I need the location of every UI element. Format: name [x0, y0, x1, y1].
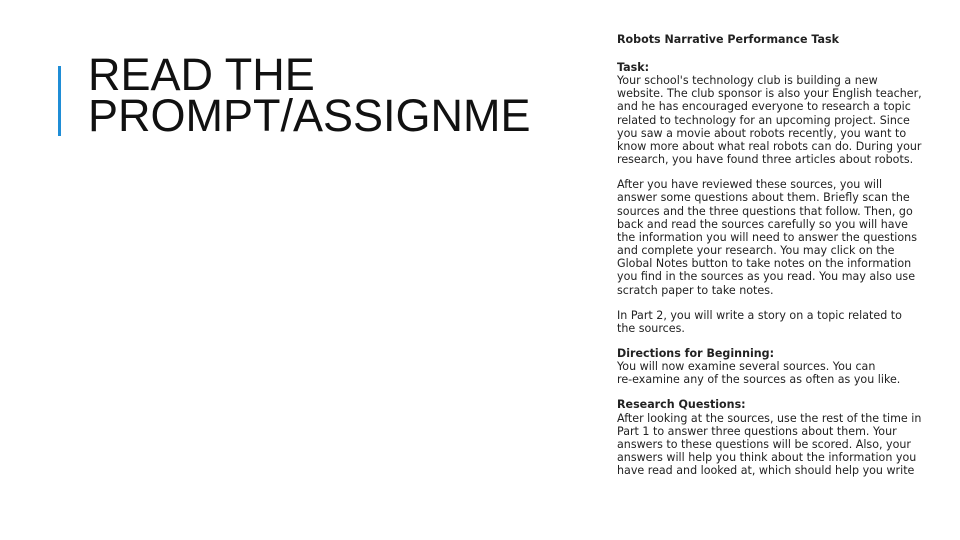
review-line: back and read the sources carefully so you will have	[617, 217, 908, 231]
part2-line: In Part 2, you will write a story on a topic related to	[617, 308, 902, 322]
task-line: and he has encouraged everyone to research a topic	[617, 100, 911, 114]
slide-title-line-2: PROMPT/ASSIGNME	[88, 90, 531, 136]
task-line: related to technology for an upcoming project. Since	[617, 113, 910, 127]
research-questions-line: have read and looked at, which should help you write	[617, 464, 915, 478]
review-line: scratch paper to take notes.	[617, 283, 774, 297]
task-line: know more about what real robots can do. During your	[617, 139, 922, 153]
research-questions-line: answers to these questions will be scored. Also, your	[617, 437, 911, 451]
review-paragraph	[617, 178, 937, 296]
research-questions-heading: Research Questions:	[617, 398, 746, 412]
part2-paragraph	[617, 309, 937, 335]
task-line: you saw a movie about robots recently, you want to	[617, 126, 907, 140]
review-line: you find in the sources as you read. You may also use	[617, 270, 916, 284]
directions-line: re-examine any of the sources as often as you like.	[617, 373, 901, 387]
review-line: After you have reviewed these sources, you will	[617, 178, 883, 192]
task-line: website. The club sponsor is also your English teacher,	[617, 87, 922, 101]
review-line: sources and the three questions that follow. Then, go	[617, 204, 913, 218]
research-questions-line: After looking at the sources, use the rest of the time in	[617, 411, 922, 425]
directions-line: You will now examine several sources. You can	[617, 360, 876, 374]
research-questions-section	[617, 398, 937, 477]
slide-title-line-1: READ THE	[88, 54, 315, 100]
task-section	[617, 61, 937, 166]
review-line: answer some questions about them. Briefly scan the	[617, 191, 910, 205]
directions-section	[617, 347, 937, 386]
task-line: Your school's technology club is building a new	[617, 74, 878, 88]
research-questions-line: Part 1 to answer three questions about them. Your	[617, 424, 897, 438]
research-questions-line: answers will help you think about the information you	[617, 451, 917, 465]
task-heading: Task:	[617, 61, 650, 74]
review-line: and complete your research. You may click on the	[617, 244, 895, 258]
document-title: Robots Narrative Performance Task	[617, 33, 839, 46]
task-document	[617, 33, 937, 488]
directions-heading: Directions for Beginning:	[617, 346, 775, 360]
review-line: the information you will need to answer the questions	[617, 230, 917, 244]
task-line: research, you have found three articles about robots.	[617, 153, 914, 167]
slide-title	[88, 54, 580, 136]
review-line: Global Notes button to take notes on the information	[617, 257, 912, 271]
part2-line: the sources.	[617, 321, 685, 335]
title-accent-bar	[58, 66, 61, 136]
